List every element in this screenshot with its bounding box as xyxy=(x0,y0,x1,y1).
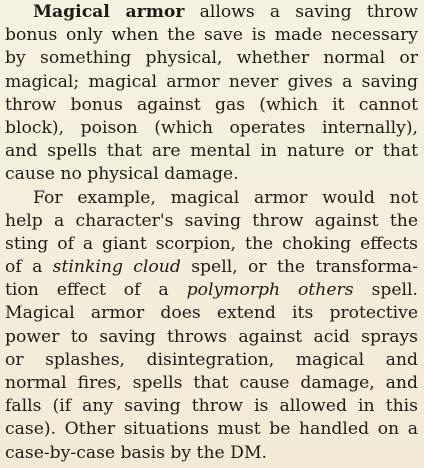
text-column xyxy=(5,1,418,465)
line-text: tion effect of a xyxy=(5,280,187,301)
bold-lead-term: Magical armor xyxy=(33,2,185,22)
text-line: throw bonus against gas (which it cannot xyxy=(5,94,418,115)
text-line: bonus only when the save is made necessary xyxy=(5,25,418,46)
text-line: Magical armor does extend its protective xyxy=(5,303,418,324)
text-line: by something physical, whether normal or xyxy=(5,48,418,69)
text-line: case-by-case basis by the DM. xyxy=(5,442,268,463)
text-line xyxy=(5,279,418,302)
text-line: falls (if any saving throw is allowed in this xyxy=(5,396,418,417)
line-text: spell, or the transforma- xyxy=(180,257,418,278)
italic-spell-name: stinking cloud xyxy=(52,257,181,278)
paragraph-magical-armor xyxy=(5,1,418,187)
text-line: or splashes, disintegration, magical and xyxy=(5,349,418,370)
text-line: help a character's saving throw against the xyxy=(5,210,418,231)
text-line: For example, magical armor would not xyxy=(33,187,418,208)
text-line: sting of a giant scorpion, the choking effects xyxy=(5,233,418,254)
text-line: magical; magical armor never gives a saving xyxy=(5,71,418,92)
line-text: of a xyxy=(5,257,53,278)
text-line xyxy=(5,256,418,279)
text-line: and spells that are mental in nature or that xyxy=(5,141,418,162)
line-text: spell. xyxy=(353,280,418,301)
text-line: normal fires, spells that cause damage, and xyxy=(5,373,418,393)
text-line: case). Other situations must be handled on a xyxy=(5,419,418,440)
paragraph-example xyxy=(5,187,418,465)
text-line: block), poison (which operates internally), xyxy=(5,117,418,138)
text-line: power to saving throws against acid sprays xyxy=(5,326,418,347)
line-text: allows a saving throw xyxy=(184,2,418,22)
text-line: cause no physical damage. xyxy=(5,164,239,185)
italic-spell-name: polymorph others xyxy=(186,280,354,301)
text-line xyxy=(5,1,418,24)
